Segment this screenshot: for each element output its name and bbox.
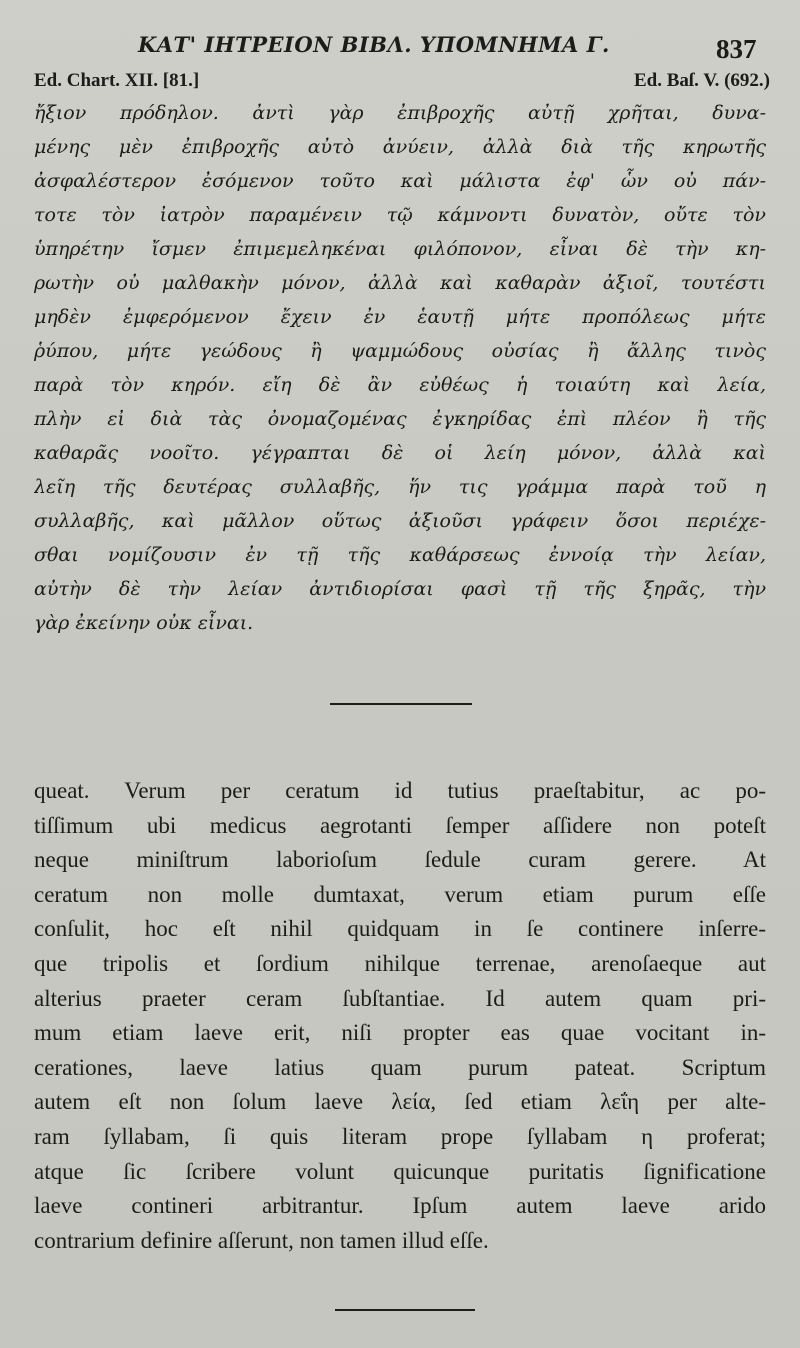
greek-text-line: ὑπηρέτην ἴσμεν ἐπιμεμεληκέναι φιλόπονον, εἶναι δὲ τὴν κη-: [34, 238, 766, 260]
greek-text-line: σθαι νομίζουσιν ἐν τῇ τῆς καθάρσεως ἐννοίᾳ τὴν λείαν,: [34, 544, 766, 566]
greek-text-line: τοτε τὸν ἰατρὸν παραμένειν τῷ κάμνοντι δυνατὸν, οὔτε τὸν: [34, 204, 766, 226]
latin-text-line: neque miniſtrum laborioſum ſedule curam gerere. At: [34, 847, 766, 873]
latin-text-line: cerationes, laeve latius quam purum pateat. Scriptum: [34, 1054, 766, 1080]
latin-text-line: tiſſimum ubi medicus aegrotanti ſemper aſſidere non poteſt: [34, 812, 766, 838]
greek-text-line: παρὰ τὸν κηρόν. εἴη δὲ ἂν εὐθέως ἡ τοιαύτη καὶ λεία,: [34, 374, 766, 396]
greek-text-line: μηδὲν ἐμφερόμενον ἔχειν ἐν ἑαυτῇ μήτε προπόλεως μήτε: [34, 306, 766, 328]
greek-text-line: μένης μὲν ἐπιβροχῆς αὐτὸ ἀνύειν, ἀλλὰ διὰ τῆς κηρωτῆς: [34, 136, 766, 158]
latin-text-block: [34, 774, 766, 1258]
latin-text-line: ram ſyllabam, ſi quis literam prope ſyllabam η proferat;: [34, 1123, 766, 1149]
greek-text-block: [34, 96, 766, 640]
latin-text-line: queat. Verum per ceratum id tutius praeſtabitur, ac po-: [34, 778, 766, 803]
edition-basel-reference: Ed. Baſ. V. (692.): [633, 70, 770, 91]
edition-reference-line: [34, 70, 770, 98]
greek-text-line: γὰρ ἐκείνην οὐκ εἶναι.: [34, 612, 254, 634]
latin-text-line: alterius praeter ceram ſubſtantiae. Id autem quam pri-: [34, 985, 766, 1011]
greek-text-line: πλὴν εἰ διὰ τὰς ὀνομαζομένας ἐγκηρίδας ἐπὶ πλέον ἢ τῆς: [34, 408, 766, 430]
latin-text-line: ceratum non molle dumtaxat, verum etiam purum eſſe: [34, 881, 766, 907]
greek-text-line: λεῖη τῆς δευτέρας συλλαβῆς, ἥν τις γράμμα παρὰ τοῦ η: [34, 476, 766, 498]
greek-text-line: ρωτὴν οὐ μαλθακὴν μόνον, ἀλλὰ καὶ καθαρὰν ἀξιοῖ, τουτέστι: [34, 272, 766, 294]
latin-text-line: contrarium definire aſſerunt, non tamen illud eſſe.: [34, 1227, 489, 1253]
latin-text-line: mum etiam laeve erit, niſi propter eas quae vocitant in-: [34, 1020, 766, 1046]
page-number: 837: [716, 34, 757, 64]
edition-chartier-reference: Ed. Chart. XII. [81.]: [34, 70, 200, 91]
greek-text-line: ἀσφαλέστερον ἐσόμενον τοῦτο καὶ μάλιστα ἐφ' ὧν οὐ πάν-: [34, 170, 766, 192]
greek-text-line: καθαρᾶς νοοῖτο. γέγραπται δὲ οἱ λείη μόνον, ἀλλὰ καὶ: [34, 442, 766, 464]
running-head: [0, 28, 800, 68]
greek-text-line: ῥύπου, μήτε γεώδους ἢ ψαμμώδους οὐσίας ἢ ἄλλης τινὸς: [34, 340, 766, 362]
greek-text-line: συλλαβῆς, καὶ μᾶλλον οὕτως ἀξιοῦσι γράφειν ὅσοι περιέχε-: [34, 510, 766, 532]
latin-text-line: autem eſt non ſolum laeve λεία, ſed etiam λεΐη per alte-: [34, 1089, 766, 1115]
greek-text-line: αὐτὴν δὲ τὴν λείαν ἀντιδιορίσαι φασὶ τῇ τῆς ξηρᾶς, τὴν: [34, 578, 766, 600]
section-divider-rule: [330, 703, 472, 705]
latin-text-line: atque ſic ſcribere volunt quicunque puritatis ſignificatione: [34, 1158, 766, 1184]
running-title: ΚΑΤ' ΙΗΤΡΕΙΟΝ ΒΙΒΛ. ΥΠΟΜΝΗΜΑ Γ.: [138, 32, 610, 57]
footer-divider-rule: [335, 1309, 475, 1311]
latin-text-line: laeve contineri arbitrantur. Ipſum autem laeve arido: [34, 1193, 766, 1219]
latin-text-line: que tripolis et ſordium nihilque terrenae, arenoſaeque aut: [34, 950, 766, 976]
greek-text-line: ἤξιον πρόδηλον. ἀντὶ γὰρ ἐπιβροχῆς αὐτῇ χρῆται, δυνα-: [34, 102, 766, 124]
latin-text-line: conſulit, hoc eſt nihil quidquam in ſe continere inſerre-: [34, 916, 766, 942]
